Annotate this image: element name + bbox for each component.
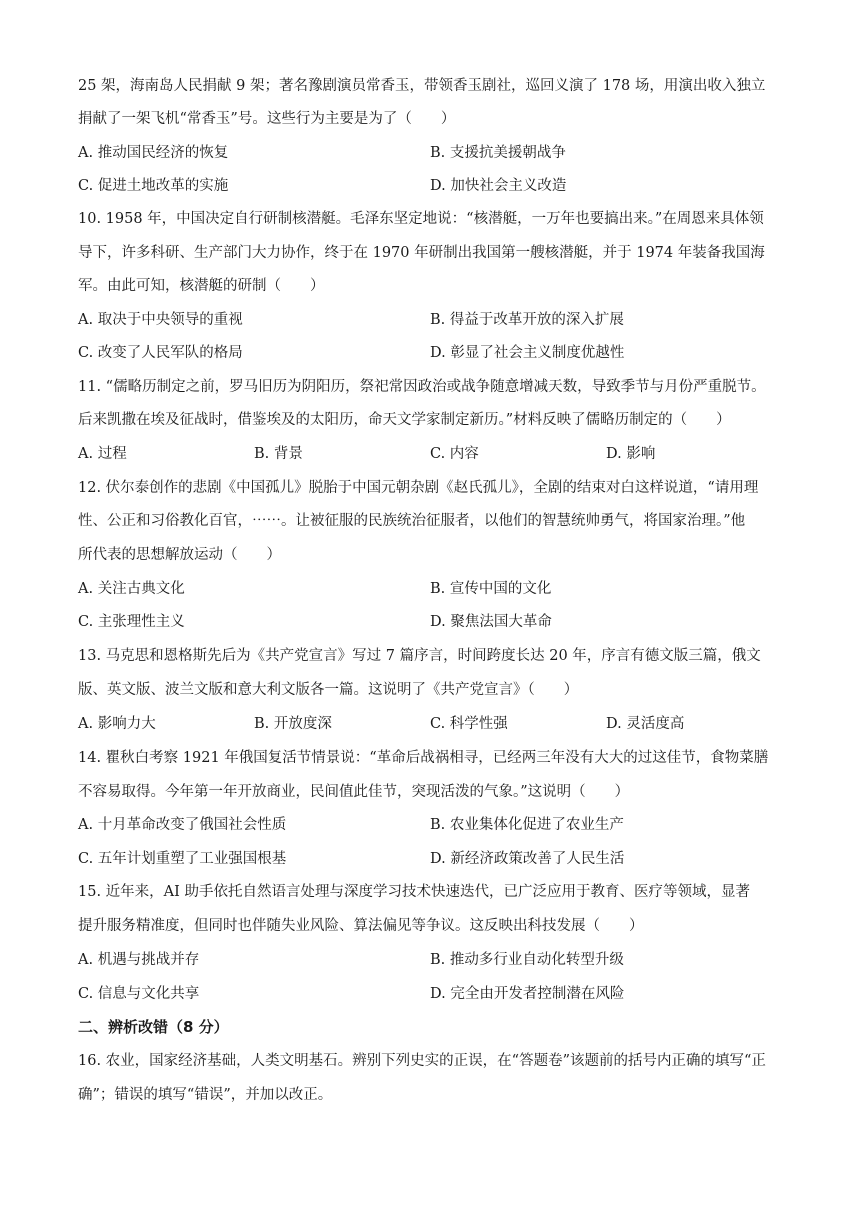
q15-option-a: A. 机遇与挑战并存 [78,952,200,968]
q11-line-2: 后来凯撒在埃及征战时，借鉴埃及的太阳历，命天文学家制定新历。”材料反映了儒略历制定的（ ） [78,412,731,428]
q11-line-1: 11. “儒略历制定之前，罗马旧历为阴阳历，祭祀常因政治或战争随意增减天数，导致季节与月份严重脱节。 [78,379,766,395]
q15-line-1: 15. 近年来，AI 助手依托自然语言处理与深度学习技术快速迭代，已广泛应用于教育、医疗等领域，显著 [78,884,750,900]
q14-option-c: C. 五年计划重塑了工业强国根基 [78,851,287,867]
q13-option-a: A. 影响力大 [78,716,156,732]
q11-option-d: D. 影响 [606,446,656,462]
q13-line-2: 版、英文版、波兰文版和意大利文版各一篇。这说明了《共产党宣言》（ ） [78,682,579,698]
q9-option-a: A. 推动国民经济的恢复 [78,145,229,161]
q9-option-b: B. 支援抗美援朝战争 [430,145,566,161]
q12-line-1: 12. 伏尔泰创作的悲剧《中国孤儿》脱胎于中国元朝杂剧《赵氏孤儿》，全剧的结束对白这样说道，“请用理 [78,480,759,496]
q12-line-3: 所代表的思想解放运动（ ） [78,547,281,563]
q9-option-c: C. 促进土地改革的实施 [78,178,229,194]
q10-option-b: B. 得益于改革开放的深入扩展 [430,312,624,328]
q13-line-1: 13. 马克思和恩格斯先后为《共产党宣言》写过 7 篇序言，时间跨度长达 20 年，序言有德文版三篇，俄文 [78,648,761,664]
q9-line-1: 25 架，海南岛人民捐献 9 架；著名豫剧演员常香玉，带领香玉剧社，巡回义演了 178 场，用演出收入独立 [78,78,766,94]
q15-option-d: D. 完全由开发者控制潜在风险 [430,986,625,1002]
q12-option-d: D. 聚焦法国大革命 [430,614,552,630]
q13-option-b: B. 开放度深 [254,716,332,732]
q10-option-d: D. 彰显了社会主义制度优越性 [430,345,625,361]
q14-line-1: 14. 瞿秋白考察 1921 年俄国复活节情景说：“革命后战祸相寻，已经两三年没有大大的过这佳节，食物菜膳 [78,750,769,766]
q12-option-b: B. 宣传中国的文化 [430,581,552,597]
q10-option-a: A. 取决于中央领导的重视 [78,312,243,328]
q14-line-2: 不容易取得。今年第一年开放商业，民间值此佳节，突现活泼的气象。”这说明（ ） [78,784,630,800]
q12-line-2: 性、公正和习俗教化百官，⋯⋯。让被征服的民族统治征服者，以他们的智慧统帅勇气，将国家治理。”他 [78,513,746,529]
q15-option-c: C. 信息与文化共享 [78,986,200,1002]
q14-option-b: B. 农业集体化促进了农业生产 [430,817,624,833]
section-2-title: 二、辨析改错（8 分） [78,1018,229,1036]
q10-line-1: 10. 1958 年，中国决定自行研制核潜艇。毛泽东坚定地说：“核潜艇，一万年也要搞出来。”在周恩来具体领 [78,211,764,227]
q16-line-2: 确”；错误的填写“错误”，并加以改正。 [78,1087,333,1103]
q15-line-2: 提升服务精准度，但同时也伴随失业风险、算法偏见等争议。这反映出科技发展（ ） [78,918,644,934]
q12-option-c: C. 主张理性主义 [78,614,185,630]
q14-option-a: A. 十月革命改变了俄国社会性质 [78,817,287,833]
q11-option-c: C. 内容 [430,446,479,462]
q16-line-1: 16. 农业，国家经济基础，人类文明基石。辨别下列史实的正误，在“答题卷”该题前的括号内正确的填写“正 [78,1053,766,1069]
q11-option-b: B. 背景 [254,446,303,462]
q9-option-d: D. 加快社会主义改造 [430,178,567,194]
q13-option-d: D. 灵活度高 [606,716,685,732]
q10-line-2: 导下，许多科研、生产部门大力协作，终于在 1970 年研制出我国第一艘核潜艇，并于 1974 年装备我国海 [78,245,765,261]
q15-option-b: B. 推动多行业自动化转型升级 [430,952,624,968]
q9-line-2: 捐献了一架飞机“常香玉”号。这些行为主要是为了（ ） [78,111,456,127]
q11-option-a: A. 过程 [78,446,127,462]
q10-option-c: C. 改变了人民军队的格局 [78,345,243,361]
q10-line-3: 军。由此可知，核潜艇的研制（ ） [78,278,325,294]
q13-option-c: C. 科学性强 [430,716,508,732]
q14-option-d: D. 新经济政策改善了人民生活 [430,851,625,867]
q12-option-a: A. 关注古典文化 [78,581,185,597]
